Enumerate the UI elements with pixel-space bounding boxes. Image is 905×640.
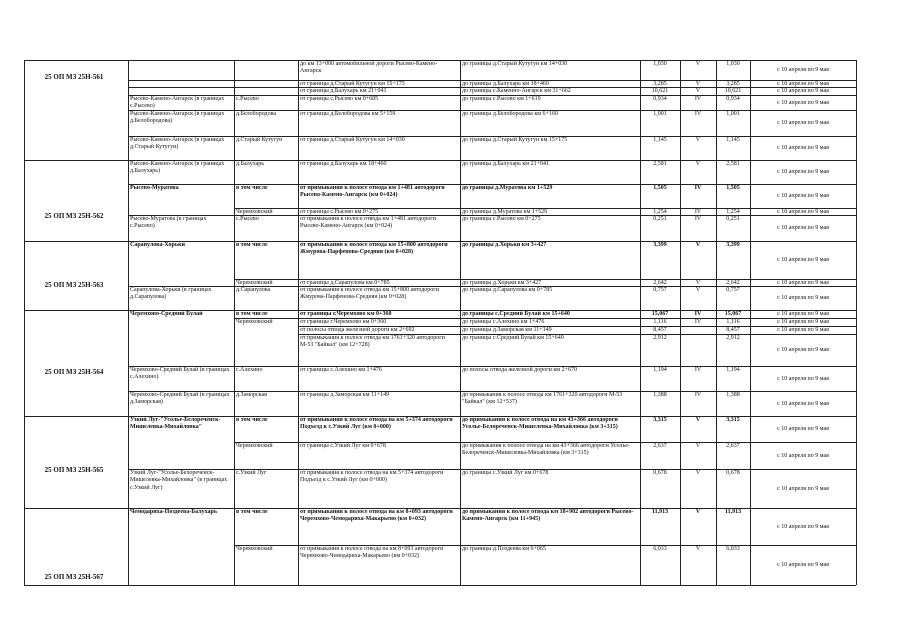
section-to: до границы д.Заморская км 11+149	[462, 327, 552, 333]
restriction-period: с 10 апреля по 9 мая	[777, 319, 829, 325]
road-category: IV	[694, 311, 702, 317]
table-divider	[716, 60, 717, 585]
section-to: до полосы отвода железной дороги км 2+670	[462, 367, 577, 373]
road-category: V	[695, 242, 701, 248]
road-code: 25 ОП МЗ 25Н-567	[44, 573, 104, 581]
length-km: 1,001	[653, 111, 667, 117]
road-part: Черемховский	[236, 319, 273, 325]
restriction-period: с 10 апреля по 9 мая	[777, 145, 829, 151]
restriction-period: с 10 апреля по 9 мая	[777, 524, 829, 530]
length-km: 10,621	[651, 88, 669, 94]
restriction-period: с 10 апреля по 9 мая	[777, 81, 829, 87]
length-km: 1,145	[653, 137, 667, 143]
table-rule	[24, 585, 856, 586]
road-part: в том числе	[236, 509, 268, 515]
section-to: до границы с.Рысево км 1+619	[462, 96, 541, 102]
length-km-restricted: 2,642	[726, 280, 740, 286]
section-from: от границы с.Рысево км 0+275	[300, 209, 379, 215]
restriction-period: с 10 апреля по 9 мая	[777, 100, 829, 106]
section-from: от примыкания к полосе отвода км 1761+320 автодороги М-53 "Байкал" (км 12+728)	[300, 335, 445, 349]
section-to: до границы д.Балухарь км 21+041	[462, 161, 549, 167]
section-to: до границы д.Сарапулова км 0+785	[462, 287, 553, 293]
road-category: IV	[694, 392, 702, 398]
section-to: до границы д.Муратова км 1+529	[462, 185, 553, 191]
length-km: 3,285	[653, 81, 667, 87]
section-to: до границы д.Хорьки км 3+427	[462, 280, 542, 286]
section-from: от границы д.Старый Кутугун км 14+030	[300, 137, 405, 143]
length-km: 1,505	[653, 185, 667, 191]
section-from: от границы с.Рысево км 0+685	[300, 96, 379, 102]
section-from: от примыкания к полосе отвода на км 5+374 автодороги Подъезд к с.Узкий Луг (км 0+000)	[300, 417, 453, 431]
section-from: от границы д.Балухарь км 18+460	[300, 161, 387, 167]
restriction-period: с 10 апреля по 9 мая	[777, 311, 829, 317]
section-to: до границы д.Старый Кутугун км 15+175	[462, 137, 568, 143]
road-part: д.Старый Кутугун	[236, 137, 283, 143]
table-divider	[128, 60, 129, 585]
road-name: Сарапулова-Хорьки (в границах д.Сарапулова)	[130, 287, 212, 301]
restriction-period: с 10 апреля по 9 мая	[777, 257, 829, 263]
section-to: до границы с.Рысево км 0+275	[462, 216, 541, 222]
length-km-restricted: 1,030	[726, 61, 740, 67]
restriction-period: с 10 апреля по 9 мая	[777, 401, 829, 407]
road-name: Черемхово-Средний Булай (в границах д.Заморская)	[130, 392, 230, 406]
road-category: IV	[694, 367, 702, 373]
length-km: 2,581	[653, 161, 667, 167]
length-km-restricted: 1,194	[726, 367, 740, 373]
section-from: от границы д.Заморская км 11+149	[300, 392, 390, 398]
section-to: до границы с.Средний Булай км 15+640	[462, 311, 570, 317]
length-km: 3,399	[653, 242, 667, 248]
road-name: Узкий Луг-"Усолье-Белореченск-Мишелевка-Михайловка" (в границах с.Узкий Луг)	[130, 470, 228, 491]
road-category: V	[695, 417, 701, 423]
length-km: 1,388	[653, 392, 667, 398]
length-km-restricted: 2,912	[726, 335, 740, 341]
road-part: Черемховский	[236, 546, 273, 552]
length-km: 1,030	[653, 61, 667, 67]
restriction-period: с 10 апреля по 9 мая	[777, 327, 829, 333]
restriction-period: с 10 апреля по 9 мая	[777, 193, 829, 199]
road-part: д.Балухарь	[236, 161, 265, 167]
road-code: 25 ОП МЗ 25Н-563	[44, 281, 104, 289]
length-km: 1,116	[653, 319, 667, 325]
restriction-period: с 10 апреля по 9 мая	[777, 562, 829, 568]
length-km: 8,457	[653, 327, 667, 333]
table-divider	[856, 60, 857, 585]
section-to: до границы д.Белобородова км 6+160	[462, 111, 558, 117]
road-category: V	[695, 509, 701, 515]
length-km: 1,194	[653, 367, 667, 373]
road-part: в том числе	[236, 311, 268, 317]
road-code: 25 ОП МЗ 25Н-564	[44, 368, 104, 376]
section-from: от границы д.Балухарь км 21+041	[300, 88, 387, 94]
road-category: V	[695, 470, 701, 476]
road-part: в том числе	[236, 185, 268, 191]
road-name: Черемхово-Средний Булай	[130, 311, 203, 317]
section-from: от примыкания к полосе отвода км 1+481 автодороги Рысево-Камено-Ангарск (км 0+024)	[300, 185, 445, 199]
restriction-period: с 10 апреля по 9 мая	[777, 426, 829, 432]
table-rule	[24, 241, 128, 242]
length-km-restricted: 1,001	[726, 111, 740, 117]
road-name: Рысево-Камено-Ангарск (в границах с.Рысево)	[130, 96, 225, 110]
length-km-restricted: 8,457	[726, 327, 740, 333]
road-name: Рысево-Камено-Ангарск (в границах д.Балухарь)	[130, 161, 225, 175]
length-km: 0,251	[653, 216, 667, 222]
road-category: IV	[694, 216, 702, 222]
length-km-restricted: 3,315	[726, 417, 740, 423]
section-from: до км 13+000 автомобильной дороги Рысево-Камено-Ангарск	[300, 61, 438, 75]
section-from: от примыкания к полосе отвода на км 8+093 автодороги Черемхово-Чемодариха-Макарьево (км 0+032)	[300, 546, 444, 560]
restriction-period: с 10 апреля по 9 мая	[777, 169, 829, 175]
section-to: до границы д.Хорьки км 3+427	[462, 242, 547, 248]
restriction-period: с 10 апреля по 9 мая	[777, 67, 829, 73]
length-km-restricted: 3,399	[726, 242, 740, 248]
length-km-restricted: 10,621	[724, 88, 742, 94]
table-divider	[298, 60, 299, 585]
restriction-period: с 10 апреля по 9 мая	[777, 120, 829, 126]
section-from: от примыкания к полосе отвода на км 8+093 автодороги Черемхово-Чемодариха-Макарьево (км 0+032)	[300, 509, 453, 523]
road-category: V	[695, 137, 701, 143]
length-km-restricted: 2,637	[726, 443, 740, 449]
length-km-restricted: 1,116	[726, 319, 740, 325]
section-from: от примыкания к полосе отвода км 1+481 автодороги Рысево-Камено-Ангарск (км 0+024)	[300, 216, 436, 230]
length-km: 1,254	[653, 209, 667, 215]
restriction-period: с 10 апреля по 9 мая	[777, 453, 829, 459]
length-km: 2,642	[653, 280, 667, 286]
length-km: 2,912	[653, 335, 667, 341]
road-part: в том числе	[236, 417, 268, 423]
restriction-period: с 10 апреля по 9 мая	[777, 225, 829, 231]
length-km-restricted: 0,757	[726, 287, 740, 293]
table-divider	[460, 60, 461, 585]
length-km: 2,637	[653, 443, 667, 449]
table-divider	[680, 60, 681, 585]
section-from: от границы с.Алехино км 1+476	[300, 367, 382, 373]
section-to: до примыкания к полосе отвода км 18+902 автодороги Рысево-Камено-Ангарск (км 11+945)	[462, 509, 634, 523]
road-name: Чемодариха-Поздеева-Балухарь	[130, 509, 218, 515]
road-name: Узкий Луг-"Усолье-Белореченск-Мишелевка-Михайловка"	[130, 417, 221, 431]
road-name: Рысево-Камено-Ангарск (в границах д.Старый Кутугун)	[130, 137, 225, 151]
road-name: Сарапулова-Хорьки	[130, 242, 185, 248]
road-code: 25 ОП МЗ 25Н-562	[44, 212, 104, 220]
length-km-restricted: 2,581	[726, 161, 740, 167]
road-category: V	[695, 61, 701, 67]
length-km-restricted: 0,251	[726, 216, 740, 222]
road-name: Рысево-Камено-Ангарск (в границах д.Белобородова)	[130, 111, 225, 125]
section-to: до примыкания к полосе отвода на км 43+366 автодороги Усолье-Белореченск-Мишелевка-Михайловка (км 3+315)	[462, 417, 618, 431]
restriction-period: с 10 апреля по 9 мая	[777, 280, 829, 286]
length-km: 6,033	[653, 546, 667, 552]
road-category: V	[695, 287, 701, 293]
road-part: д.Белобородова	[236, 111, 277, 117]
table-divider	[750, 60, 751, 585]
section-to: до границы с.Алехино км 1+476	[462, 319, 545, 325]
section-from: от границы д.Сарапулова км 0+785	[300, 280, 390, 286]
road-part: Черемховский	[236, 209, 273, 215]
road-part: в том числе	[236, 242, 268, 248]
section-to: до примыкания к полосе отвода на км 43+366 автодороги Усолье-Белореченск-Мишелевка-Михайловка (км 3+315)	[462, 443, 630, 457]
road-category: V	[695, 161, 701, 167]
restriction-period: с 10 апреля по 9 мая	[777, 376, 829, 382]
length-km-restricted: 0,678	[726, 470, 740, 476]
section-to: до границы д.Муратова км 1+529	[462, 209, 548, 215]
length-km-restricted: 0,934	[726, 96, 740, 102]
section-from: от границы с.Узкий Луг км 0+678	[300, 443, 386, 449]
section-to: до границы д.Поздеева км 6+065	[462, 546, 546, 552]
road-part: с.Рысево	[236, 96, 259, 102]
road-category: IV	[694, 185, 702, 191]
section-to: до границы д.Балухарь км 18+460	[462, 81, 549, 87]
road-part: Черемховский	[236, 443, 273, 449]
section-from: от примыкания к полосе отвода км 15+800 автодороги Жмурова-Парфенова-Средняя (км 0+028)	[300, 287, 439, 301]
length-km: 3,315	[653, 417, 667, 423]
road-part: д.Сарапулова	[236, 287, 271, 293]
length-km-restricted: 1,505	[726, 185, 740, 191]
length-km-restricted: 6,033	[726, 546, 740, 552]
section-from: от границы г.Черемхово км 0+360	[300, 311, 392, 317]
section-from: от границы д.Старый Кутугун км 15+175	[300, 81, 405, 87]
road-category: IV	[694, 319, 702, 325]
restriction-period: с 10 апреля по 9 мая	[777, 486, 829, 492]
section-to: до границы с.Средний Булай км 15+640	[462, 335, 564, 341]
road-part: Черемховский	[236, 280, 273, 286]
road-part: с.Рысево	[236, 216, 259, 222]
section-to: до границы с.Каменно-Ангарск км 31+662	[462, 88, 571, 94]
table-divider	[24, 60, 25, 585]
length-km-restricted: 11,913	[724, 509, 742, 515]
road-name: Черемхово-Средний Булай (в границах с.Алехино)	[130, 367, 230, 381]
section-from: от полосы отвода железной дороги км 2+692	[300, 327, 415, 333]
restriction-period: с 10 апреля по 9 мая	[777, 209, 829, 215]
length-km: 15,067	[651, 311, 669, 317]
length-km: 0,757	[653, 287, 667, 293]
road-part: д.Заморская	[236, 392, 267, 398]
road-category: V	[695, 88, 701, 94]
road-category: V	[695, 81, 701, 87]
section-to: до примыкания к полосе отвода км 1761+320 автодороги М-53 "Байкал" (км 12+537)	[462, 392, 623, 406]
length-km: 11,913	[651, 509, 669, 515]
road-part: с.Узкий Луг	[236, 470, 267, 476]
length-km-restricted: 1,388	[726, 392, 740, 398]
section-to: до границы с.Узкий Луг км 0+678	[462, 470, 549, 476]
road-category: IV	[694, 111, 702, 117]
section-from: от примыкания к полосе отвода км 15+800 автодороги Жмурова-Парфенова-Средняя (км 0+028)	[300, 242, 448, 256]
road-code: 25 ОП МЗ 25Н-565	[44, 466, 104, 474]
table-rule	[24, 416, 128, 417]
length-km-restricted: 1,145	[726, 137, 740, 143]
road-category: V	[695, 280, 701, 286]
section-from: от примыкания к полосе отвода на км 5+374 автодороги Подъезд к с.Узкий Луг (км 0+000)	[300, 470, 444, 484]
table-rule	[24, 508, 128, 509]
table-divider	[640, 60, 641, 585]
table-rule	[24, 160, 128, 161]
road-part: с.Алехино	[236, 367, 263, 373]
length-km-restricted: 1,254	[726, 209, 740, 215]
section-from: от границы г.Черемхово км 0+360	[300, 319, 387, 325]
length-km: 0,678	[653, 470, 667, 476]
table-divider	[234, 60, 235, 585]
length-km-restricted: 3,285	[726, 81, 740, 87]
restriction-period: с 10 апреля по 9 мая	[777, 295, 829, 301]
length-km: 0,934	[653, 96, 667, 102]
section-to: до границы д.Старый Кутугун км 14+030	[462, 61, 568, 67]
road-category: IV	[694, 96, 702, 102]
road-category: V	[695, 443, 701, 449]
road-category: IV	[694, 209, 702, 215]
restriction-period: с 10 апреля по 9 мая	[777, 347, 829, 353]
restriction-period: с 10 апреля по 9 мая	[777, 88, 829, 94]
section-from: от границы д.Белобородова км 5+159	[300, 111, 396, 117]
road-code: 25 ОП МЗ 25Н-561	[44, 73, 104, 81]
road-category: V	[695, 546, 701, 552]
length-km-restricted: 15,067	[724, 311, 742, 317]
road-name: Рысево-Муратова (в границах с.Рысево)	[130, 216, 207, 230]
road-name: Рысево-Муратова	[130, 185, 179, 191]
table-rule	[24, 310, 128, 311]
